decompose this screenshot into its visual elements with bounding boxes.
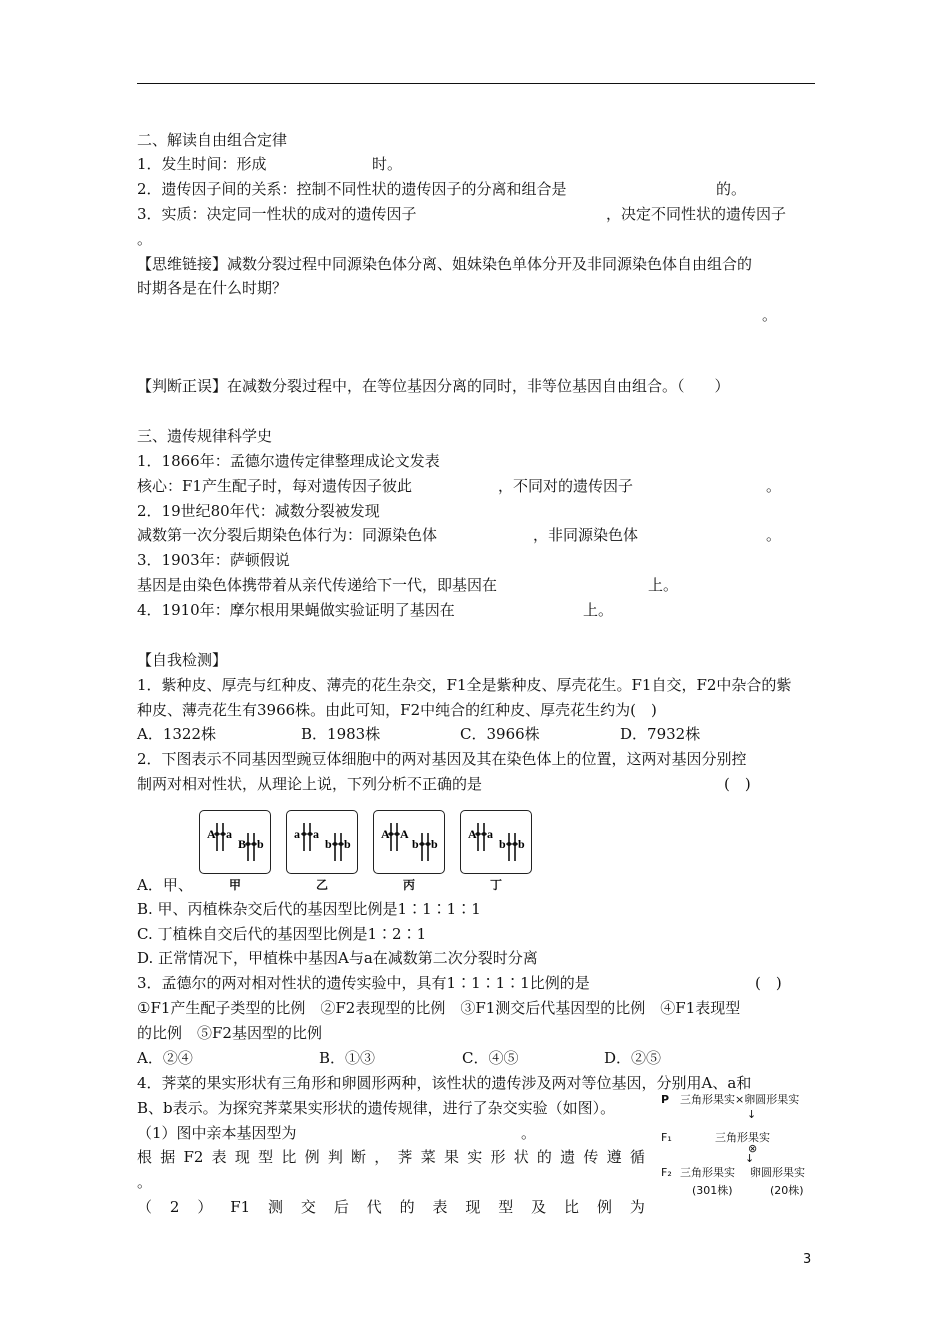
q4-line4-char: 比 [281,1148,297,1166]
q3-line3: 的比例 ⑤F2基因型的比例 [137,1024,322,1042]
right-allele-right: b [257,837,264,851]
q4-line6-char: 测 [268,1198,284,1216]
q3-line2: ①F1产生配子类型的比例 ②F2表现型的比例 ③F1测交后代基因型的比例 ④F1表现型 [137,999,741,1017]
cell-caption-ding: 丁 [490,878,503,892]
right-allele-right: b [518,837,525,851]
q4-line6-char: 型 [498,1198,514,1216]
q4-line6-char: 现 [465,1198,481,1216]
q4-sub1-a: （1）图中亲本基因型为 [137,1124,297,1142]
think-link-end: 。 [762,306,778,324]
q1-line2: 种皮、薄壳花生有3966株。由此可知，F2中纯合的红种皮、厚壳花生约为( ) [137,701,657,719]
think-link-line1: 【思维链接】减数分裂过程中同源染色体分离、姐妹染色单体分开及非同源染色体自由组合的 [137,255,753,273]
q4-line4-char: 实 [467,1148,483,1166]
cross-f1-label: F₁ [661,1131,672,1144]
q2-answer-paren: ( ) [724,775,751,793]
s3-meiosis-b: ，非同源染色体 [533,526,639,544]
q4-line4-char: F2 [183,1148,204,1166]
cell-jia [199,810,271,874]
left-allele-left: A [468,827,477,841]
q4-line2: B、b表示。为探究荠菜果实形状的遗传规律，进行了杂交实验（如图）。 [137,1099,616,1117]
q4-line6-char: 交 [300,1198,316,1216]
q4-line6-char: 表 [432,1198,448,1216]
cell-caption-bing: 丙 [403,878,416,892]
right-chromosome-pair [238,833,264,861]
q4-line4-char: 遗 [560,1148,576,1166]
q3-option-b: B．①③ [319,1049,376,1067]
q4-line6-char: 为 [629,1198,645,1216]
q2-option-a: A．甲、 [137,876,193,894]
s3-item2: 2．19世纪80年代：减数分裂被发现 [137,502,380,520]
cross-f2-a-count: (301株) [692,1184,733,1197]
q1-option-b: B．1983株 [301,725,381,743]
q4-line6-char: ） [197,1198,213,1216]
right-allele-left: B [238,837,247,851]
s2-line3-b: ，决定不同性状的遗传因子 [606,205,787,223]
q4-line4-char: 判 [327,1148,343,1166]
s3-core-c: 。 [766,477,782,495]
q2-option-b: B. 甲、丙植株杂交后代的基因型比例是1∶1∶1∶1 [137,900,481,918]
cell-caption-yi: 乙 [316,878,329,892]
cross-arrow-1: ↓ [747,1108,757,1121]
cross-arrow-2: ↓ [745,1152,755,1165]
q4-line4-char: 菜 [420,1148,436,1166]
q4-line4-char: 形 [490,1148,506,1166]
self-cross-symbol: ⊗ [748,1142,758,1155]
cross-f2-b-count: (20株) [770,1184,804,1197]
q4-line6-char: 代 [366,1198,382,1216]
q3-option-c: C．④⑤ [462,1049,519,1067]
left-allele-right: a [487,827,493,841]
chromosome-diagram [374,811,444,873]
chromosome-diagram [461,811,531,873]
q4-line6-char: （ [137,1198,153,1216]
cross-p-label: P [661,1093,670,1106]
cross-f2-a: 三角形果实 [680,1166,735,1179]
s3-meiosis-c: 。 [766,526,782,544]
q3-answer-paren: ( ) [755,974,782,992]
q3-option-d: D．②⑤ [604,1049,662,1067]
right-allele-left: b [499,837,506,851]
s3-item4-a: 4．1910年：摩尔根用果蝇做实验证明了基因在 [137,601,455,619]
q4-line4-char: 循 [629,1148,645,1166]
page-number: 3 [803,1252,812,1267]
s3-gene-b: 上。 [648,576,679,594]
left-allele-left: A [207,827,216,841]
right-allele-left: b [412,837,419,851]
q4-line4-char: 例 [304,1148,320,1166]
s3-core-b: ，不同对的遗传因子 [498,477,634,495]
q4-line6-char: 例 [596,1198,612,1216]
q4-line4 [137,1147,645,1167]
left-chromosome-pair [207,823,232,851]
chromosome-diagram [200,811,270,873]
q4-line6-char: 及 [531,1198,547,1216]
q4-line4-char: 状 [513,1148,529,1166]
q4-line4-char: 型 [258,1148,274,1166]
q4-line4-char: 传 [583,1148,599,1166]
left-chromosome-pair [381,823,409,851]
q4-line4-char: ， [374,1148,390,1166]
q2-line2: 制两对相对性状，从理论上说，下列分析不正确的是 [137,775,483,793]
s3-item1: 1．1866年：孟德尔遗传定律整理成论文发表 [137,452,440,470]
q1-option-a: A．1322株 [137,725,217,743]
q1-option-d: D．7932株 [620,725,701,743]
cross-f2-b: 卵圆形果实 [750,1166,805,1179]
cell-ding [460,810,532,874]
q4-line4-char: 现 [234,1148,250,1166]
q4-sub1-b: 。 [521,1124,537,1142]
q4-line6-char: 后 [333,1198,349,1216]
s3-item3: 3．1903年：萨顿假说 [137,551,290,569]
s3-item4-b: 上。 [583,601,614,619]
q4-line6-char: 2 [169,1198,180,1216]
left-chromosome-pair [294,823,319,851]
s2-line3-c: 。 [137,230,153,248]
cell-caption-jia: 甲 [229,878,242,892]
section2-heading: 二、解读自由组合定律 [137,131,288,149]
judge-line: 【判断正误】在减数分裂过程中，在等位基因分离的同时，非等位基因自由组合。（ ） [137,377,730,395]
cell-bing [373,810,445,874]
left-chromosome-pair [468,823,493,851]
q3-option-a: A．②④ [137,1049,193,1067]
q4-line1: 4．荠菜的果实形状有三角形和卵圆形两种，该性状的遗传涉及两对等位基因，分别用A、a和 [137,1074,752,1092]
q2-option-d: D. 正常情况下，甲植株中基因A与a在减数第二次分裂时分离 [137,949,538,967]
q3-line1: 3．孟德尔的两对相对性状的遗传实验中，具有1∶1∶1∶1比例的是 [137,974,590,992]
q4-line5: 。 [137,1173,153,1191]
q4-line4-char: 据 [160,1148,176,1166]
left-allele-right: a [226,827,232,841]
chromosome-diagram [287,811,357,873]
q4-line4-char: 断 [351,1148,367,1166]
q4-line4-char: 的 [536,1148,552,1166]
q4-line6 [137,1197,645,1217]
cross-f2-label: F₂ [661,1166,672,1179]
q4-line4-char: 荠 [397,1148,413,1166]
q2-option-c: C. 丁植株自交后代的基因型比例是1∶2∶1 [137,925,427,943]
left-allele-left: A [381,827,390,841]
left-allele-right: A [400,827,409,841]
right-allele-right: b [431,837,438,851]
cross-f1-text: 三角形果实 [715,1131,770,1144]
right-chromosome-pair [499,833,525,861]
cell-yi [286,810,358,874]
q1-option-c: C．3966株 [460,725,540,743]
header-rule [137,83,815,84]
s2-line3-a: 3．实质：决定同一性状的成对的遗传因子 [137,205,417,223]
self-test-heading: 【自我检测】 [137,651,228,669]
s3-gene-a: 基因是由染色体携带着从亲代传递给下一代，即基因在 [137,576,498,594]
q4-line4-char: 果 [443,1148,459,1166]
s2-line1-a: 1．发生时间：形成 [137,155,267,173]
q1-line1: 1．紫种皮、厚壳与红种皮、薄壳的花生杂交，F1全是紫种皮、厚壳花生。F1自交，F2中杂合的紫 [137,676,792,694]
s2-line1-b: 时。 [372,155,403,173]
q4-line6-char: 的 [399,1198,415,1216]
cross-p-text: 三角形果实×卵圆形果实 [680,1093,800,1106]
right-allele-right: b [344,837,351,851]
think-link-line2: 时期各是在什么时期？ [137,279,288,297]
q4-line4-char: 遵 [606,1148,622,1166]
s2-line2-a: 2．遗传因子间的关系：控制不同性状的遗传因子的分离和组合是 [137,180,567,198]
section3-heading: 三、遗传规律科学史 [137,427,273,445]
q2-line1: 2．下图表示不同基因型豌豆体细胞中的两对基因及其在染色体上的位置，这两对基因分别控 [137,750,747,768]
right-chromosome-pair [412,833,438,861]
q4-line6-char: 比 [564,1198,580,1216]
left-allele-left: a [294,827,300,841]
q4-line6-char: F1 [230,1198,251,1216]
q4-line4-char: 根 [137,1148,153,1166]
s3-meiosis-a: 减数第一次分裂后期染色体行为：同源染色体 [137,526,438,544]
q4-line4-char: 表 [211,1148,227,1166]
s3-core-a: 核心：F1产生配子时，每对遗传因子彼此 [137,477,412,495]
left-allele-right: a [313,827,319,841]
s2-line2-b: 的。 [716,180,747,198]
right-chromosome-pair [325,833,351,861]
right-allele-left: b [325,837,332,851]
